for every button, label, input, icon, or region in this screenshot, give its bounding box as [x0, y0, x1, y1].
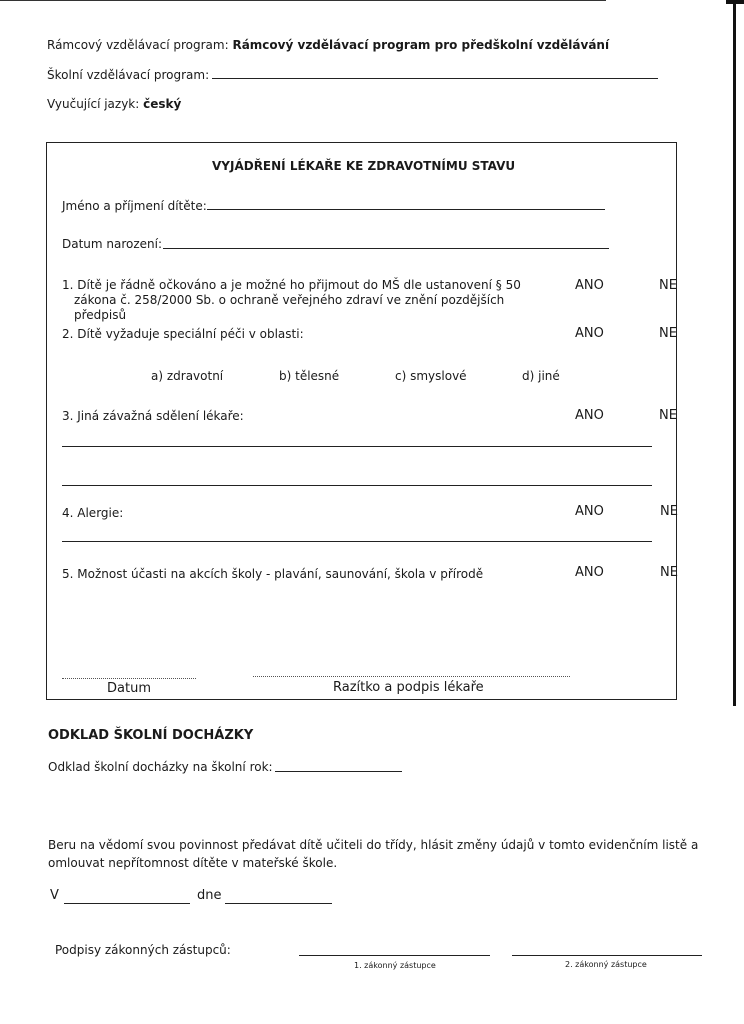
q5-yes[interactable]: ANO [575, 565, 604, 580]
q3-field-line1[interactable] [62, 446, 652, 447]
language-label: Vyučující jazyk: [47, 97, 140, 111]
rep1-sign-line[interactable] [299, 955, 490, 956]
rvp-label: Rámcový vzdělávací program: [47, 38, 229, 52]
date-sign-line[interactable] [62, 678, 196, 679]
signatures-label: Podpisy zákonných zástupců: [55, 943, 231, 957]
place-field[interactable] [64, 903, 190, 904]
date-caption: Datum [107, 681, 151, 696]
option-physical[interactable]: b) tělesné [279, 369, 340, 383]
rvp-value: Rámcový vzdělávací program pro předškolní vzdělávání [232, 38, 610, 52]
birth-date-field[interactable] [163, 248, 609, 249]
statement-line2: omlouvat nepřítomnost dítěte v mateřské škole. [48, 856, 338, 870]
child-name-label: Jméno a příjmení dítěte: [62, 199, 207, 213]
q4-text: 4. Alergie: [62, 506, 124, 520]
q4-no[interactable]: NE [660, 504, 678, 519]
q1-text [62, 278, 521, 323]
q2-text: 2. Dítě vyžaduje speciální péči v oblasti: [62, 327, 304, 341]
q3-text: 3. Jiná závažná sdělení lékaře: [62, 409, 244, 423]
deferral-title: ODKLAD ŠKOLNÍ DOCHÁZKY [48, 728, 254, 743]
doctor-section-title: VYJÁDŘENÍ LÉKAŘE KE ZDRAVOTNÍMU STAVU [212, 159, 516, 173]
option-medical[interactable]: a) zdravotní [151, 369, 224, 383]
option-other[interactable]: d) jiné [522, 369, 560, 383]
q1-line1: 1. Dítě je řádně očkováno a je možné ho přijmout do MŠ dle ustanovení § 50 [62, 278, 521, 292]
scan-edge-bar [733, 0, 736, 706]
rep2-caption: 2. zákonný zástupce [565, 960, 647, 969]
q5-no[interactable]: NE [660, 565, 678, 580]
svp-field[interactable] [212, 78, 658, 79]
language-row [47, 97, 181, 111]
q4-yes[interactable]: ANO [575, 504, 604, 519]
stamp-sign-line[interactable] [253, 676, 570, 677]
q2-no[interactable]: NE [659, 326, 677, 341]
parent-statement [48, 836, 698, 872]
q2-yes[interactable]: ANO [575, 326, 604, 341]
rep2-sign-line[interactable] [512, 955, 702, 956]
stamp-caption: Razítko a podpis lékaře [333, 680, 484, 695]
deferral-label: Odklad školní docházky na školní rok: [48, 760, 273, 774]
option-sensory[interactable]: c) smyslové [395, 369, 467, 383]
q5-text: 5. Možnost účasti na akcích školy - plavání, saunování, škola v přírodě [62, 567, 484, 581]
svp-label: Školní vzdělávací program: [47, 68, 210, 82]
birth-date-label: Datum narození: [62, 237, 163, 251]
rep1-caption: 1. zákonný zástupce [354, 961, 436, 970]
q3-field-line2[interactable] [62, 485, 652, 486]
child-name-field[interactable] [207, 209, 605, 210]
date-field[interactable] [225, 903, 332, 904]
rvp-row [47, 38, 609, 52]
deferral-year-field[interactable] [275, 771, 402, 772]
language-value: český [143, 97, 182, 111]
top-border-line [0, 0, 606, 1]
q1-yes[interactable]: ANO [575, 278, 604, 293]
q4-field-line[interactable] [62, 541, 652, 542]
q3-yes[interactable]: ANO [575, 408, 604, 423]
q1-line3: předpisů [74, 308, 127, 322]
q3-no[interactable]: NE [659, 408, 677, 423]
q1-line2: zákona č. 258/2000 Sb. o ochraně veřejného zdraví ve znění pozdějších [74, 293, 505, 307]
place-label: V [50, 888, 59, 903]
date-label: dne [197, 888, 222, 903]
statement-line1: Beru na vědomí svou povinnost předávat dítě učiteli do třídy, hlásit změny údajů v tomto evidenčním listě a [48, 838, 699, 852]
q1-no[interactable]: NE [659, 278, 677, 293]
